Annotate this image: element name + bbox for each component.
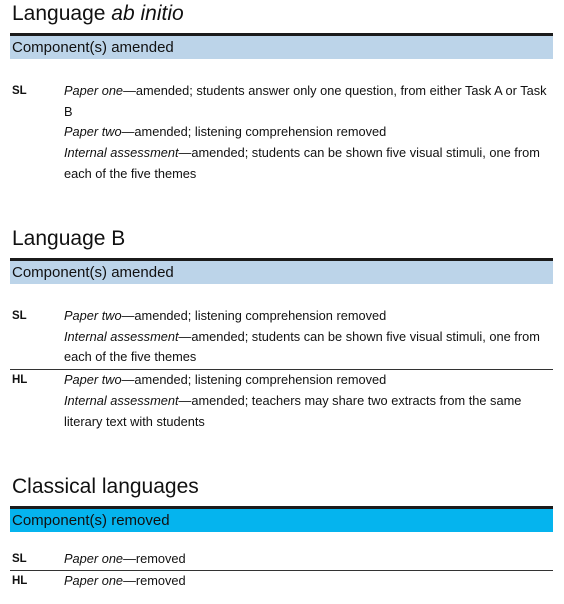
level-label: HL bbox=[12, 374, 28, 387]
section-title: Classical languages bbox=[12, 475, 199, 498]
component-item: Paper one—removed bbox=[64, 573, 186, 588]
component-list bbox=[64, 549, 553, 570]
component-list bbox=[64, 81, 553, 185]
component-list bbox=[64, 571, 553, 592]
component-item: Paper two—amended; listening comprehension removed bbox=[64, 308, 387, 323]
component-list bbox=[64, 370, 553, 432]
level-row-sl bbox=[10, 306, 553, 368]
section-language-ab-initio bbox=[10, 1, 553, 185]
component-header: Component(s) removed bbox=[10, 506, 553, 532]
section-language-b bbox=[10, 226, 553, 432]
component-item: Paper two—amended; listening comprehension removed bbox=[64, 124, 387, 140]
level-row-sl bbox=[10, 549, 553, 570]
level-label: HL bbox=[12, 575, 28, 587]
component-item: Paper two—amended; listening comprehension removed bbox=[64, 372, 387, 388]
component-item: Internal assessment—amended; students can be shown five visual stimuli, one from each of the five themes bbox=[64, 328, 540, 365]
level-row-hl bbox=[10, 570, 553, 592]
component-item: Internal assessment—amended; students can be shown five visual stimuli, one from each of the five themes bbox=[64, 145, 540, 181]
section-classical-languages bbox=[10, 474, 553, 592]
section-title: Language ab initio bbox=[12, 2, 184, 25]
component-header: Component(s) amended bbox=[10, 33, 553, 59]
section-title: Language B bbox=[12, 227, 126, 250]
component-header: Component(s) amended bbox=[10, 258, 553, 284]
component-item: Internal assessment—amended; teachers may share two extracts from the same literary text with students bbox=[64, 392, 522, 429]
level-row-hl bbox=[10, 369, 553, 432]
level-row-sl bbox=[10, 81, 553, 185]
component-list bbox=[64, 306, 553, 368]
level-label: SL bbox=[12, 310, 27, 322]
component-item: Paper one—removed bbox=[64, 551, 186, 566]
level-label: SL bbox=[12, 553, 27, 565]
component-item: Paper one—amended; students answer only one question, from either Task A or Task B bbox=[64, 83, 547, 119]
level-label: SL bbox=[12, 85, 27, 97]
